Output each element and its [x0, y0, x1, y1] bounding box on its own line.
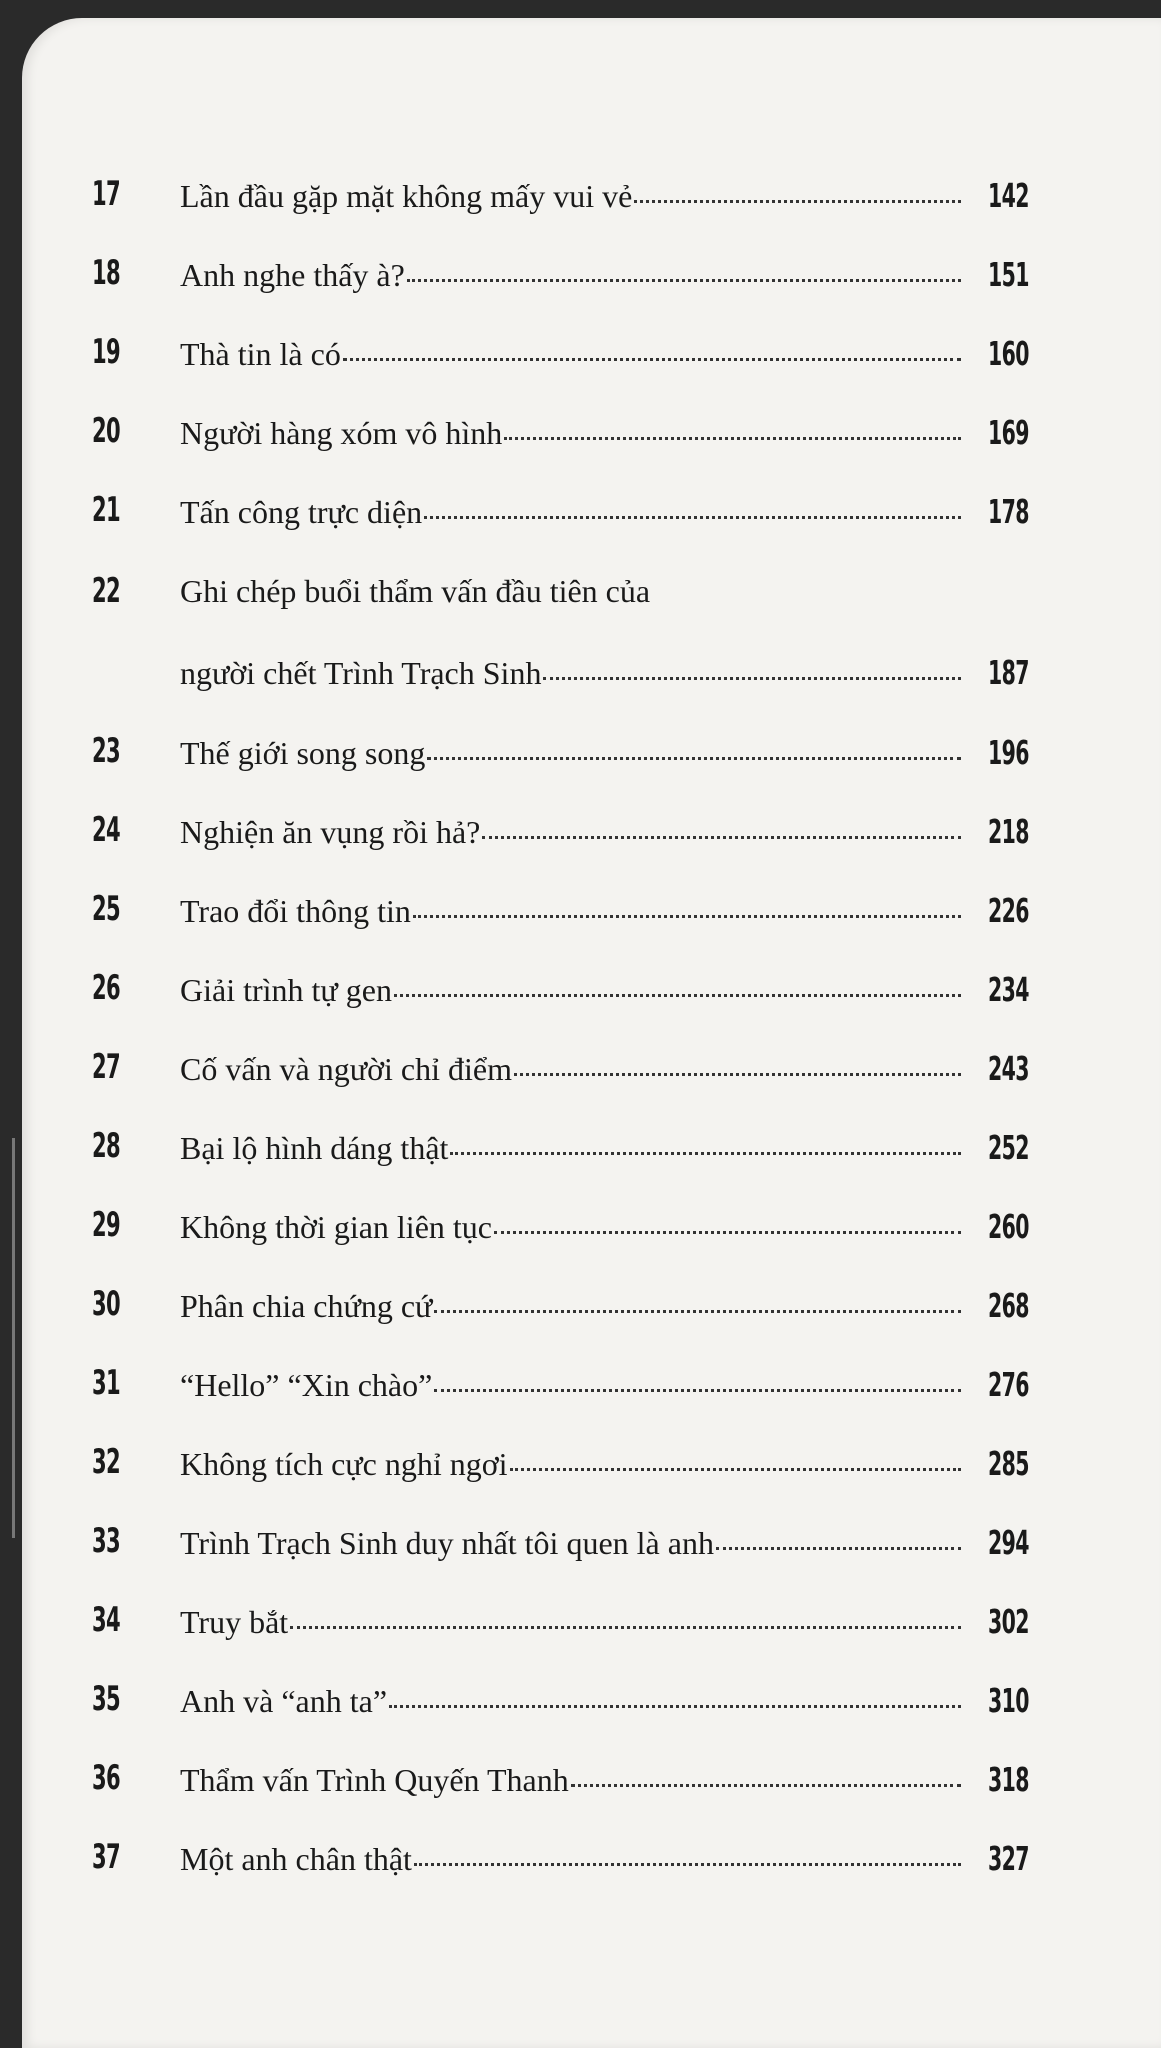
- book-page: [22, 18, 1161, 2048]
- dot-leader: [424, 516, 961, 519]
- page-number: 252: [988, 1128, 1029, 1167]
- chapter-number: 21: [92, 490, 121, 530]
- toc-entry-27: [22, 1039, 1161, 1099]
- chapter-title: Tấn công trực diện: [180, 494, 423, 530]
- page-number: 318: [988, 1760, 1029, 1799]
- page-number: 294: [988, 1523, 1029, 1562]
- chapter-title: “Hello” “Xin chào”: [180, 1367, 433, 1403]
- toc-entry-18: [22, 245, 1161, 305]
- page-number: 268: [988, 1286, 1029, 1325]
- dot-leader: [494, 1231, 961, 1234]
- page-number: 178: [988, 492, 1029, 531]
- chapter-number: 26: [92, 968, 121, 1008]
- toc-entry-30: [22, 1276, 1161, 1336]
- page-number: 310: [988, 1681, 1029, 1720]
- dot-leader: [482, 836, 961, 839]
- chapter-title: Truy bắt: [180, 1604, 289, 1640]
- chapter-number: 27: [92, 1047, 121, 1087]
- toc-entry-19: [22, 324, 1161, 384]
- toc-entry-31: [22, 1355, 1161, 1415]
- chapter-title: Thẩm vấn Trình Quyến Thanh: [180, 1762, 569, 1798]
- dot-leader: [343, 358, 961, 361]
- dot-leader: [450, 1152, 961, 1155]
- chapter-number: 23: [92, 731, 121, 771]
- chapter-number: 35: [92, 1679, 121, 1719]
- dot-leader: [394, 994, 961, 997]
- chapter-number: 28: [92, 1126, 121, 1166]
- chapter-title: Giải trình tự gen: [180, 972, 392, 1008]
- toc-entry-28: [22, 1118, 1161, 1178]
- page-number: 302: [988, 1602, 1029, 1641]
- table-of-contents: [22, 18, 1161, 2048]
- chapter-title: Anh nghe thấy à?: [180, 257, 405, 293]
- page-number: 151: [988, 255, 1029, 294]
- chapter-title: Thà tin là có: [180, 336, 341, 372]
- toc-entry-23: [22, 723, 1161, 783]
- dot-leader: [504, 437, 961, 440]
- dot-leader: [290, 1626, 961, 1629]
- chapter-title: Trình Trạch Sinh duy nhất tôi quen là anh: [180, 1525, 714, 1561]
- dot-leader: [434, 1389, 961, 1392]
- chapter-number: 31: [92, 1363, 121, 1403]
- chapter-number: 32: [92, 1442, 121, 1482]
- chapter-number: 30: [92, 1284, 121, 1324]
- dot-leader: [434, 1310, 961, 1313]
- chapter-title: Anh và “anh ta”: [180, 1683, 388, 1719]
- page-number: 276: [988, 1365, 1029, 1404]
- chapter-number: 24: [92, 810, 121, 850]
- chapter-title: người chết Trình Trạch Sinh: [180, 655, 542, 691]
- chapter-number: 19: [92, 332, 121, 372]
- dot-leader: [389, 1705, 961, 1708]
- page-number: 169: [988, 413, 1029, 452]
- chapter-number: 17: [92, 174, 121, 214]
- chapter-number: 18: [92, 253, 121, 293]
- page-number: 243: [988, 1049, 1029, 1088]
- dot-leader: [571, 1784, 961, 1787]
- chapter-title: Lần đầu gặp mặt không mấy vui vẻ: [180, 178, 633, 214]
- toc-entry-24: [22, 802, 1161, 862]
- dot-leader: [716, 1547, 961, 1550]
- chapter-number: 33: [92, 1521, 121, 1561]
- page-edge-shadow: [12, 1138, 15, 1538]
- toc-entry-32: [22, 1434, 1161, 1494]
- toc-entry-25: [22, 881, 1161, 941]
- chapter-title: Một anh chân thật: [180, 1841, 412, 1877]
- dot-leader: [427, 757, 961, 760]
- dot-leader: [414, 1863, 961, 1866]
- toc-entry-20: [22, 403, 1161, 463]
- chapter-title: Cố vấn và người chỉ điểm: [180, 1051, 512, 1087]
- page-number: 226: [988, 891, 1029, 930]
- dot-leader: [413, 915, 961, 918]
- dot-leader: [510, 1468, 962, 1471]
- chapter-title-line1: Ghi chép buổi thẩm vấn đầu tiên của: [180, 573, 651, 609]
- dot-leader: [543, 677, 961, 680]
- page-number: 160: [988, 334, 1029, 373]
- toc-entry-29: [22, 1197, 1161, 1257]
- toc-entry-33: [22, 1513, 1161, 1573]
- chapter-number: 25: [92, 889, 121, 929]
- chapter-number: 22: [92, 571, 121, 611]
- toc-entry-36: [22, 1750, 1161, 1810]
- chapter-title: Phân chia chứng cứ: [180, 1288, 433, 1324]
- chapter-number: 37: [92, 1837, 121, 1877]
- toc-entry-17: [22, 166, 1161, 226]
- toc-entry-22-line2: [22, 643, 1161, 703]
- chapter-title: Bại lộ hình dáng thật: [180, 1130, 449, 1166]
- chapter-number: 20: [92, 411, 121, 451]
- toc-entry-22-line1: [22, 563, 1161, 623]
- chapter-title: Trao đổi thông tin: [180, 893, 411, 929]
- chapter-title: Không tích cực nghỉ ngơi: [180, 1446, 508, 1482]
- page-number: 285: [988, 1444, 1029, 1483]
- dot-leader: [514, 1073, 961, 1076]
- page-number: 196: [988, 733, 1029, 772]
- dot-leader: [407, 279, 961, 282]
- toc-entry-37: [22, 1829, 1161, 1889]
- chapter-title: Nghiện ăn vụng rồi hả?: [180, 814, 481, 850]
- chapter-title: Người hàng xóm vô hình: [180, 415, 503, 451]
- page-number: 187: [988, 653, 1029, 692]
- toc-entry-34: [22, 1592, 1161, 1652]
- page-number: 218: [988, 812, 1029, 851]
- chapter-title: Thế giới song song: [180, 735, 426, 771]
- chapter-number: 29: [92, 1205, 121, 1245]
- page-number: 234: [988, 970, 1029, 1009]
- toc-entry-35: [22, 1671, 1161, 1731]
- page-number: 327: [988, 1839, 1029, 1878]
- dot-leader: [634, 200, 961, 203]
- page-number: 260: [988, 1207, 1029, 1246]
- toc-entry-26: [22, 960, 1161, 1020]
- chapter-number: 36: [92, 1758, 121, 1798]
- chapter-title: Không thời gian liên tục: [180, 1209, 492, 1245]
- page-number: 142: [988, 176, 1029, 215]
- chapter-number: 34: [92, 1600, 121, 1640]
- toc-entry-21: [22, 482, 1161, 542]
